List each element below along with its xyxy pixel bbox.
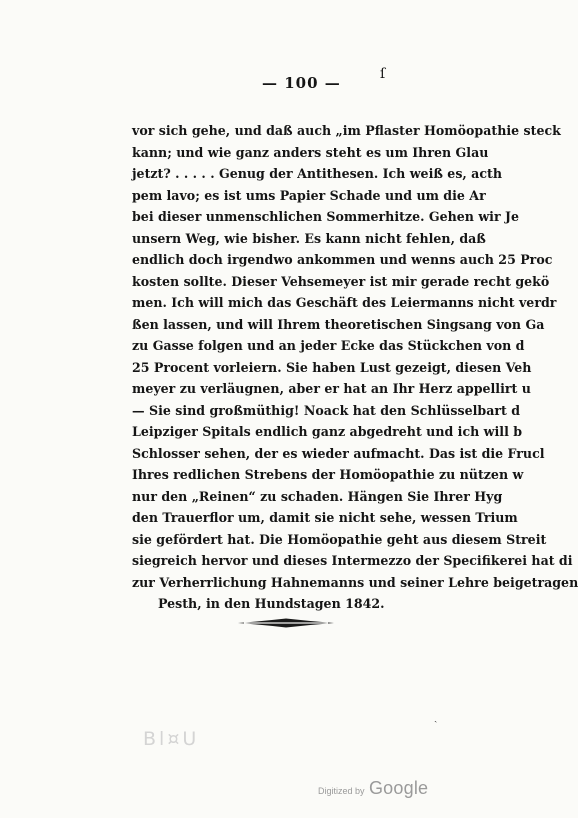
text-line: zu Gasse folgen und an jeder Ecke das Stückchen von d <box>132 338 525 353</box>
text-line: — Sie sind großmüthig! Noack hat den Schlüsselbart d <box>132 402 521 418</box>
text-line: kann; und wie ganz anders steht es um Ihren Glau <box>132 144 489 160</box>
text-line: siegreich hervor und dieses Intermezzo der Specifikerei hat di <box>132 553 573 568</box>
text-line: ßen lassen, und will Ihrem theoretischen Singsang von Ga <box>132 316 545 332</box>
body-text <box>132 120 578 615</box>
text-line: sie gefördert hat. Die Homöopathie geht aus diesem Streit <box>132 531 547 547</box>
digitized-by-text: Digitized by <box>318 786 365 796</box>
text-line: Ihres redlichen Strebens der Homöopathie zu nützen w <box>132 467 524 482</box>
text-line: vor sich gehe, und daß auch „im Pflaster Homöopathie steck <box>132 123 561 138</box>
text-line: kosten sollte. Dieser Vehsemeyer ist mir gerade recht gekö <box>132 273 550 289</box>
text-line: den Trauerflor um, damit sie nicht sehe, wessen Trium <box>132 510 518 525</box>
closing-line: Pesth, in den Hundstagen 1842. <box>158 596 385 611</box>
google-watermark <box>318 778 428 799</box>
google-logo: Google <box>368 778 429 798</box>
text-line: pem lavo; es ist ums Papier Schade und um die Ar <box>132 187 486 203</box>
text-line: jetzt? . . . . . Genug der Antithesen. Ich weiß es, acth <box>132 166 502 181</box>
text-line: unsern Weg, wie bisher. Es kann nicht fehlen, daß <box>132 230 486 246</box>
page-number: — 100 — <box>262 74 341 92</box>
text-line: men. Ich will mich das Geschäft des Leiermanns nicht verdr <box>132 295 557 310</box>
text-line: endlich doch irgendwo ankommen und wenns auch 25 Proc <box>132 252 553 267</box>
margin-mark-top: ſ <box>380 66 386 82</box>
text-line: bei dieser unmenschlichen Sommerhitze. Gehen wir Je <box>132 209 519 224</box>
margin-mark-bottom: ˎ <box>434 712 438 723</box>
text-line: 25 Procent vorleiern. Sie haben Lust gezeigt, diesen Veh <box>132 359 532 375</box>
library-stamp: Bl¤U <box>143 728 200 750</box>
text-line: Schlosser sehen, der es wieder aufmacht. Das ist die Frucl <box>132 445 545 461</box>
text-line: Leipziger Spitals endlich ganz abgedreht und ich will b <box>132 424 523 439</box>
ornament-divider-icon <box>238 617 334 629</box>
text-line: meyer zu verläugnen, aber er hat an Ihr Herz appellirt u <box>132 381 531 396</box>
text-line: nur den „Reinen“ zu schaden. Hängen Sie Ihrer Hyg <box>132 488 503 504</box>
text-line: zur Verherrlichung Hahnemanns und seiner Lehre beigetragen <box>132 574 578 590</box>
